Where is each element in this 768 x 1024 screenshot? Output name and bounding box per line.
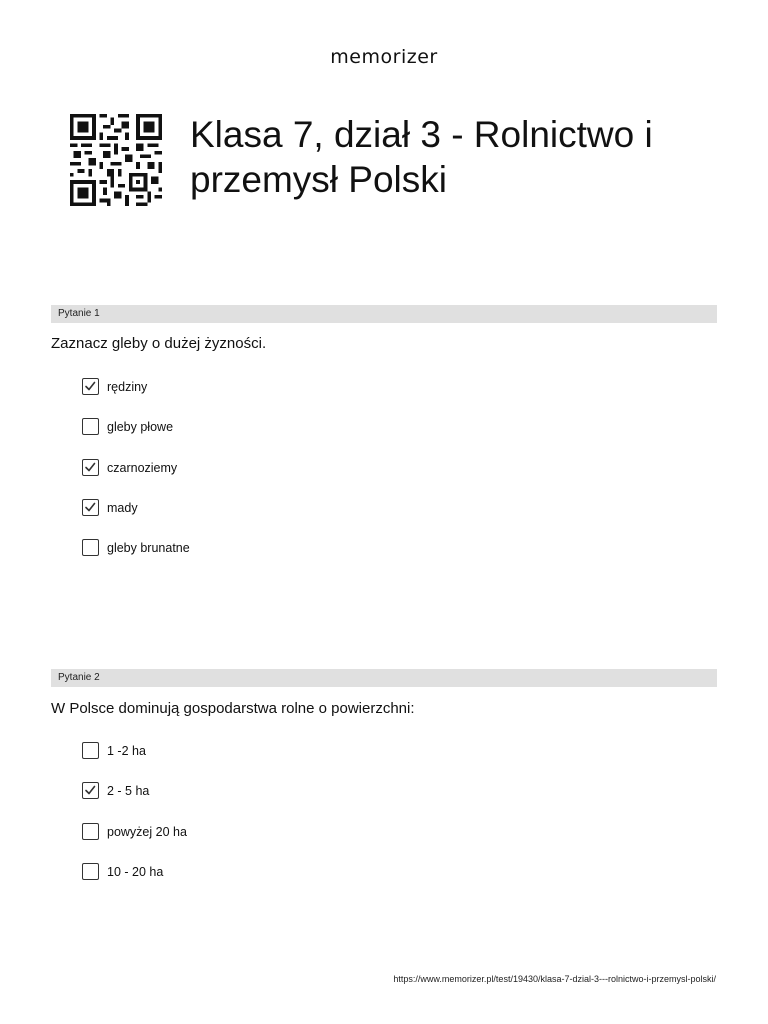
checkmark-icon xyxy=(84,461,96,473)
answer-option[interactable] xyxy=(82,500,190,540)
checkmark-icon xyxy=(84,784,96,796)
answer-label: rędziny xyxy=(107,380,148,394)
checkmark-icon xyxy=(84,501,96,513)
unchecked-checkbox[interactable] xyxy=(82,418,99,435)
answer-label: 10 - 20 ha xyxy=(107,864,164,879)
question-2-text: W Polsce dominują gospodarstwa rolne o powierzchni: xyxy=(51,700,415,717)
question-1-options xyxy=(82,379,190,580)
answer-label: gleby płowe xyxy=(107,420,174,435)
qr-code-icon xyxy=(68,114,164,206)
answer-option[interactable] xyxy=(82,743,187,783)
unchecked-checkbox[interactable] xyxy=(82,863,99,880)
checked-checkbox[interactable] xyxy=(82,499,99,516)
unchecked-checkbox[interactable] xyxy=(82,742,99,759)
answer-option[interactable] xyxy=(82,419,190,459)
question-1-header: Pytanie 1 xyxy=(51,305,717,323)
answer-label: czarnoziemy xyxy=(107,460,178,475)
memorizer-logo: memorizer xyxy=(330,46,438,68)
answer-option[interactable] xyxy=(82,460,190,500)
unchecked-checkbox[interactable] xyxy=(82,539,99,556)
answer-option[interactable] xyxy=(82,864,187,904)
checked-checkbox[interactable] xyxy=(82,459,99,476)
answer-label: mady xyxy=(107,500,138,515)
checkmark-icon xyxy=(84,380,96,392)
checked-checkbox[interactable] xyxy=(82,378,99,395)
answer-label: 1 -2 ha xyxy=(107,744,146,758)
page-title: Klasa 7, dział 3 - Rolnictwo i przemysł Polski xyxy=(190,114,653,200)
answer-option[interactable] xyxy=(82,824,187,864)
checked-checkbox[interactable] xyxy=(82,782,99,799)
question-2-options xyxy=(82,743,187,904)
answer-option[interactable] xyxy=(82,540,190,580)
question-1-text: Zaznacz gleby o dużej żyzności. xyxy=(51,335,267,352)
question-2-header: Pytanie 2 xyxy=(51,669,717,687)
answer-option[interactable] xyxy=(82,783,187,823)
unchecked-checkbox[interactable] xyxy=(82,823,99,840)
answer-label: 2 - 5 ha xyxy=(107,784,150,799)
answer-label: gleby brunatne xyxy=(107,541,190,556)
footer-url: https://www.memorizer.pl/test/19430/klasa-7-dzial-3---rolnictwo-i-przemysl-polski/ xyxy=(393,974,716,984)
answer-label: powyżej 20 ha xyxy=(107,824,187,839)
answer-option[interactable] xyxy=(82,379,190,419)
